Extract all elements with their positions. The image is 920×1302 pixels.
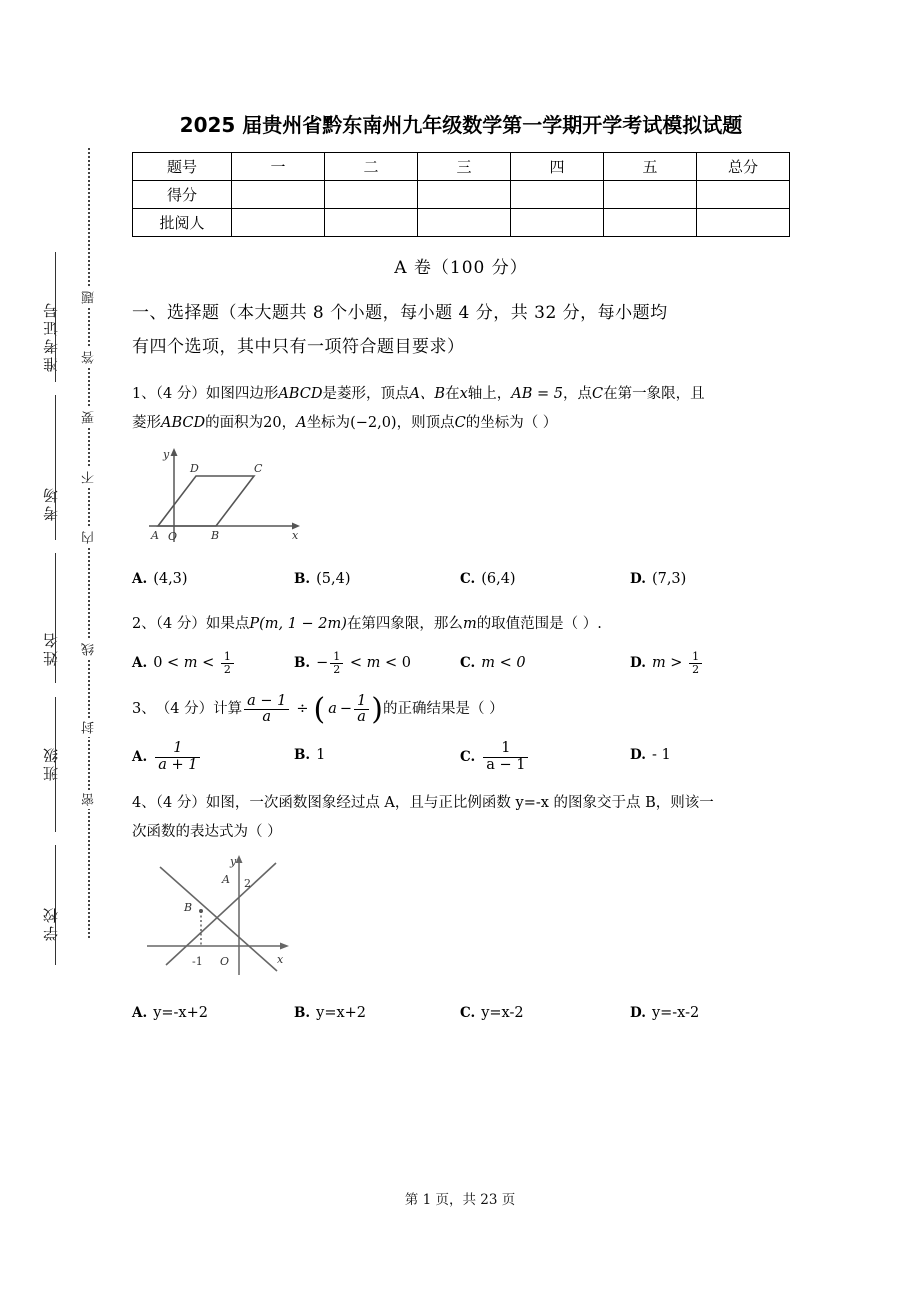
question-3-options: [132, 741, 790, 772]
rhombus-diagram: [144, 444, 304, 544]
opt-b-fraction: [330, 651, 343, 675]
option-key: D.: [630, 747, 646, 764]
question-2-points: （4 分）: [155, 616, 206, 632]
table-cell: 四: [511, 153, 604, 181]
option-key: B.: [294, 747, 311, 764]
question-1-option-b[interactable]: [294, 565, 460, 594]
opt-b-mid: <: [345, 655, 367, 671]
table-row-header: 得分: [133, 181, 232, 209]
table-cell: [697, 181, 790, 209]
option-key: C.: [460, 1004, 476, 1021]
q1-equation-ab: AB = 5: [511, 386, 564, 402]
table-cell: 三: [418, 153, 511, 181]
q3-main-fraction: [244, 694, 289, 725]
svg-text:x: x: [277, 952, 284, 966]
sidebar-label-class: 班级: [42, 745, 60, 781]
q1-area-value: 20: [263, 415, 282, 431]
sealing-char-xian: 线: [80, 640, 99, 659]
fraction-numerator: 1: [330, 651, 343, 664]
exam-page-body: [132, 0, 790, 1028]
table-row-header: 题号: [133, 153, 232, 181]
q1-var-abcd: ABCD: [278, 386, 323, 402]
option-key: C.: [460, 748, 476, 765]
option-key: A.: [132, 571, 148, 587]
question-1-line-1: [132, 380, 790, 409]
option-text: [652, 649, 704, 678]
question-3-number: 3、: [132, 701, 156, 718]
opt-a-mid: <: [197, 655, 219, 671]
sealing-char-da: 答: [80, 348, 99, 367]
question-4-option-d[interactable]: [630, 999, 790, 1028]
table-cell: [511, 209, 604, 237]
q1-l2-text-b: 的面积为: [205, 415, 264, 431]
sidebar-label-school: 学校: [42, 905, 60, 941]
fraction-numerator: 1: [689, 651, 702, 664]
opt-a-var: m: [183, 655, 198, 671]
q3-inner-minus: −: [339, 701, 353, 718]
q2-text-b: 在第四象限，那么: [346, 616, 463, 632]
question-3: [132, 691, 790, 773]
table-cell: 总分: [697, 153, 790, 181]
question-2-option-b[interactable]: [294, 649, 460, 678]
sidebar-label-admission-number: 准考证号: [42, 300, 60, 372]
question-4-option-c[interactable]: [460, 999, 630, 1028]
option-key: A.: [132, 1004, 148, 1021]
svg-text:C: C: [254, 462, 263, 475]
fraction-denominator: 2: [223, 662, 231, 676]
table-row: [133, 181, 790, 209]
option-text: (4,3): [153, 571, 188, 587]
svg-text:A: A: [151, 529, 159, 542]
opt-d-mid: >: [665, 655, 688, 671]
q3-left-paren: (: [313, 691, 326, 727]
q1-text-e: ，点: [563, 386, 593, 402]
option-text: m < 0: [481, 655, 526, 671]
option-text: y=-x-2: [651, 1004, 700, 1021]
sidebar-rule-4: [55, 697, 56, 832]
q2-point-expression: P(m, 1 − 2m): [249, 616, 347, 632]
option-text: (6,4): [481, 571, 516, 587]
svg-text:B: B: [184, 900, 193, 914]
opt-b-right: < 0: [380, 655, 411, 671]
svg-text:-1: -1: [192, 954, 203, 968]
option-text: [316, 649, 411, 678]
linear-function-graph: [144, 853, 294, 978]
fraction-numerator: 1: [221, 651, 234, 664]
question-2-option-c[interactable]: [460, 649, 630, 678]
section-heading-line-2: 有四个选项，其中只有一项符合题目要求）: [132, 337, 465, 357]
option-key: D.: [630, 1004, 646, 1021]
table-cell: [511, 181, 604, 209]
sidebar-rule-3: [55, 553, 56, 683]
q1-text-b: 是菱形，顶点: [322, 386, 410, 402]
q3-text-a: 计算: [213, 701, 243, 718]
q3-inner-fraction: [354, 694, 369, 725]
q1-text-c: 在: [445, 386, 460, 402]
opt-a-fraction: [221, 651, 234, 675]
svg-text:A: A: [222, 872, 230, 886]
fraction-denominator: a: [262, 709, 272, 726]
fraction-denominator: a + 1: [158, 756, 198, 773]
table-cell: 二: [325, 153, 418, 181]
fraction-denominator: 2: [333, 662, 341, 676]
question-1: [132, 380, 790, 594]
question-4-options: [132, 999, 790, 1028]
question-3-line-1: [132, 691, 790, 727]
q1-coord-a: (−2,0): [350, 415, 397, 431]
option-key: A.: [132, 655, 148, 671]
question-3-option-c[interactable]: [460, 741, 630, 772]
fraction-numerator: 1: [354, 694, 369, 710]
table-cell: [604, 181, 697, 209]
question-1-options: [132, 565, 790, 594]
q1-l2-text-a: 菱形: [132, 415, 161, 431]
question-4-option-b[interactable]: [294, 999, 460, 1028]
question-2-options: [132, 649, 790, 678]
opt-a-left: 0 <: [153, 655, 184, 671]
question-4-line-1: [132, 789, 790, 818]
table-cell: [232, 181, 325, 209]
question-4-figure: [144, 853, 790, 989]
fraction-numerator: a − 1: [244, 694, 289, 710]
q4-text-line-1: 如图，一次函数图象经过点 A，且与正比例函数 y=-x 的图象交于点 B，则该一: [205, 794, 714, 811]
fraction-denominator: a − 1: [486, 756, 526, 773]
fraction-numerator: 1: [155, 741, 200, 757]
option-key: C.: [460, 655, 476, 671]
question-4-option-a[interactable]: [132, 999, 294, 1028]
sealing-char-mi: 密: [80, 790, 99, 809]
q1-var-c: C: [592, 386, 604, 402]
table-cell: [325, 181, 418, 209]
q1-text-d: 轴上，: [467, 386, 512, 402]
score-table: [132, 152, 790, 237]
option-key: A.: [132, 748, 148, 765]
page-title: 2025 届贵州省黔东南州九年级数学第一学期开学考试模拟试题: [179, 113, 743, 137]
fraction-numerator: 1: [483, 741, 528, 757]
question-3-option-d[interactable]: [630, 741, 790, 770]
question-3-option-a[interactable]: [132, 741, 294, 772]
section-heading-line-1: 一、选择题（本大题共 8 个小题，每小题 4 分，共 32 分，每小题均: [132, 303, 668, 323]
table-cell: [418, 181, 511, 209]
question-1-option-a[interactable]: [132, 565, 294, 594]
question-2-number: 2、: [132, 616, 156, 632]
table-cell: 一: [232, 153, 325, 181]
q1-l2-text-d: 坐标为: [306, 415, 351, 431]
table-cell: [232, 209, 325, 237]
q1-l2-text-f: 的坐标为（ ）: [465, 415, 558, 431]
exam-binding-sidebar: [0, 0, 118, 1302]
question-4: [132, 789, 790, 1028]
sidebar-rule-1: [55, 252, 56, 382]
svg-text:O: O: [168, 530, 178, 543]
q1-var-ab: A、B: [409, 386, 446, 402]
question-1-option-d[interactable]: [630, 565, 790, 594]
table-cell: [418, 209, 511, 237]
q2-text-a: 如果点: [205, 616, 250, 632]
question-1-points: （4 分）: [155, 386, 206, 402]
question-1-number: 1、: [132, 386, 156, 402]
question-3-points: （4 分）: [155, 701, 214, 718]
page-footer: 第 1 页，共 23 页: [404, 1192, 516, 1208]
option-key: B.: [294, 571, 311, 587]
sealing-char-nei: 内: [80, 528, 99, 547]
option-text: - 1: [651, 747, 671, 764]
q2-var-m: m: [462, 616, 477, 632]
option-text: 1: [316, 747, 326, 764]
q3-right-paren: ): [371, 691, 383, 727]
section-heading: [132, 296, 790, 364]
question-1-line-2: [132, 409, 790, 438]
svg-text:D: D: [190, 462, 199, 475]
question-1-option-c[interactable]: [460, 565, 630, 594]
q1-text-f: 在第一象限，且: [603, 386, 705, 402]
opt-b-var: m: [366, 655, 381, 671]
option-text: [155, 741, 200, 772]
svg-text:x: x: [292, 529, 299, 542]
option-text: y=x+2: [316, 1004, 367, 1021]
sealing-char-bu: 不: [80, 468, 99, 487]
sealing-char-ti: 题: [80, 288, 99, 307]
question-2-line-1: [132, 610, 790, 639]
table-cell: [697, 209, 790, 237]
option-key: D.: [630, 571, 646, 587]
question-4-line-2: 次函数的表达式为（ ）: [132, 823, 282, 840]
option-key: D.: [630, 655, 646, 671]
table-cell: [604, 209, 697, 237]
fraction-denominator: 2: [692, 662, 700, 676]
sidebar-label-exam-room: 考场: [42, 485, 60, 521]
opt-d-fraction: [689, 651, 702, 675]
q1-var-x: x: [459, 386, 468, 402]
question-2-option-d[interactable]: [630, 649, 790, 678]
q1-l2-var-c: C: [454, 415, 466, 431]
svg-text:y: y: [163, 448, 170, 461]
option-key: B.: [294, 655, 311, 671]
q1-l2-var-abcd: ABCD: [161, 415, 206, 431]
opt-d-var: m: [651, 655, 666, 671]
fraction-denominator: a: [357, 709, 366, 726]
question-4-number: 4、: [132, 794, 156, 811]
sidebar-rule-5: [55, 845, 56, 965]
svg-text:O: O: [220, 954, 230, 968]
svg-text:B: B: [211, 529, 220, 542]
option-text: [483, 741, 528, 772]
option-text: y=-x+2: [153, 1004, 208, 1021]
q1-l2-text-e: ，则顶点: [396, 415, 455, 431]
question-3-option-b[interactable]: [294, 741, 460, 770]
sidebar-label-name: 姓名: [42, 630, 60, 666]
option-key: C.: [460, 571, 476, 587]
table-cell: 五: [604, 153, 697, 181]
volume-heading: A 卷（100 分）: [394, 258, 528, 278]
sidebar-rule-2: [55, 395, 56, 540]
q1-l2-text-c: ，: [281, 415, 297, 431]
q3-divide-operator: ÷: [296, 701, 309, 718]
q1-l2-var-a: A: [296, 415, 307, 431]
q1-text-a: 如图四边形: [205, 386, 279, 402]
q2-text-c: 的取值范围是（ ）.: [476, 616, 602, 632]
q3-text-b: 的正确结果是（ ）: [382, 701, 504, 718]
svg-text:y: y: [230, 854, 237, 868]
table-cell: [325, 209, 418, 237]
question-4-points: （4 分）: [155, 794, 206, 811]
option-text: [153, 649, 236, 678]
option-text: (5,4): [316, 571, 351, 587]
sealing-char-yao: 要: [80, 408, 99, 427]
svg-text:2: 2: [244, 876, 251, 890]
q3-inner-var: a: [328, 701, 337, 718]
option-text: y=x-2: [481, 1004, 524, 1021]
table-row-header: 批阅人: [133, 209, 232, 237]
option-text: (7,3): [651, 571, 687, 587]
question-2: [132, 610, 790, 678]
option-key: B.: [294, 1004, 311, 1021]
question-2-option-a[interactable]: [132, 649, 294, 678]
sealing-char-feng: 封: [80, 718, 99, 737]
table-row: [133, 153, 790, 181]
table-row: [133, 209, 790, 237]
opt-b-prefix: −: [316, 655, 329, 671]
question-1-figure: [144, 444, 790, 555]
